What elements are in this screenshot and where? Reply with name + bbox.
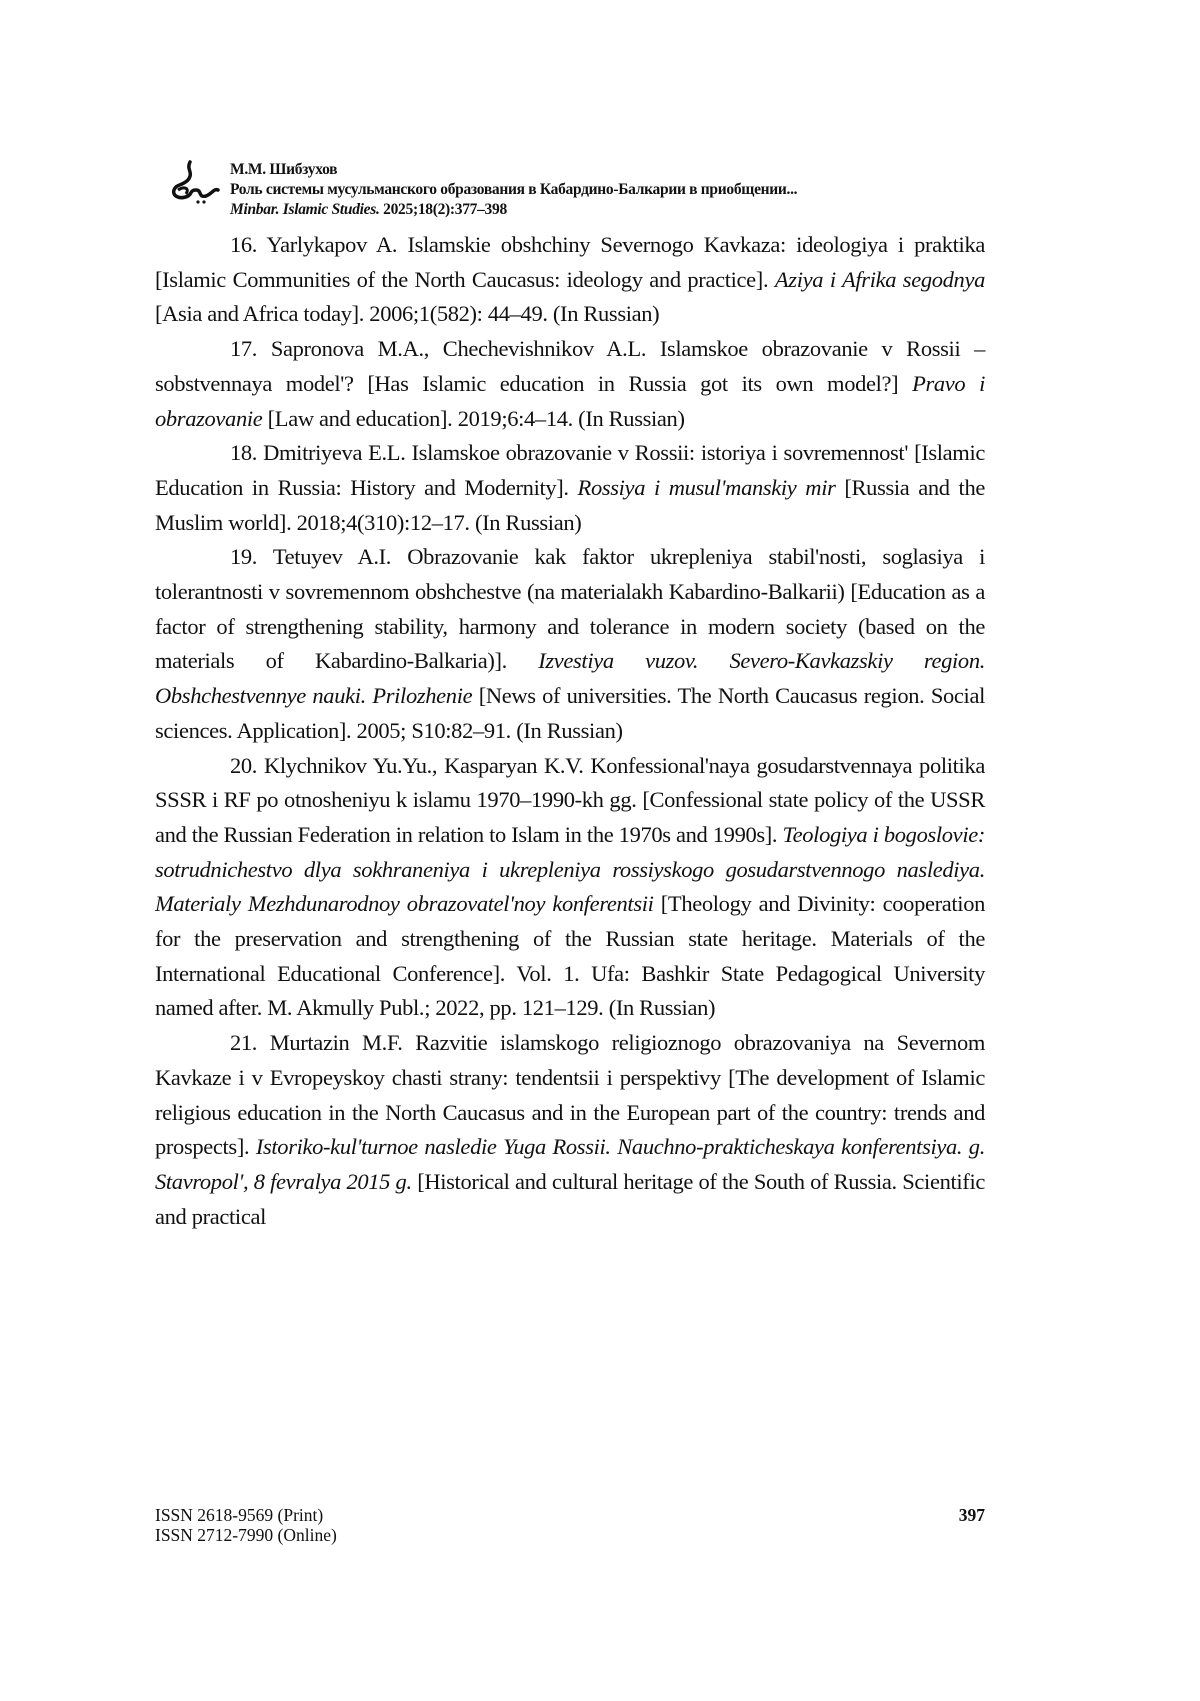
- reference-text: [Russia and the Muslim world]. 2018;4(310):12–17. (In Russian): [155, 475, 985, 535]
- reference-text: 21. Murtazin M.F. Razvitie islamskogo religioznogo obrazovaniya na Severnom Kavkaze i v Evropeyskoy chasti strany: tendentsii i perspektivy [The development of Islamic religious education in the North Caucasus and in the European part of the country: trends and prospects].: [155, 1030, 985, 1159]
- reference-source-title: Aziya i Afrika segodnya: [775, 267, 985, 292]
- reference-text: [Historical and cultural heritage of the South of Russia. Scientific and practical: [155, 1169, 985, 1229]
- reference-text: [News of universities. The North Caucasus region. Social sciences. Application]. 2005; S10:82–91. (In Russian): [155, 683, 985, 743]
- reference-text: 19. Tetuyev A.I. Obrazovanie kak faktor ukrepleniya stabil'nosti, soglasiya i tolerantnosti v sovremennom obshchestve (na materialakh Kabardino-Balkarii) [Education as a factor of strengthening stability, harmony and tolerance in modern society (based on the materials of Kabardino-Balkaria)].: [155, 544, 985, 673]
- header-author: М.М. Шибзухов: [230, 160, 797, 180]
- reference-source-title: Pravo i obrazovanie: [155, 371, 985, 431]
- reference-item: [155, 332, 985, 436]
- reference-text: 17. Sapronova M.A., Chechevishnikov A.L. Islamskoe obrazovanie v Rossii – sobstvennaya model'? [Has Islamic education in Russia got its own model?]: [155, 336, 985, 396]
- header-citation: [230, 200, 797, 220]
- issn-print: ISSN 2618-9569 (Print): [155, 1505, 337, 1525]
- header-article-title: Роль системы мусульманского образования в Кабардино-Балкарии в приобщении...: [230, 180, 797, 200]
- issn-online: ISSN 2712-7990 (Online): [155, 1525, 337, 1545]
- reference-text: 20. Klychnikov Yu.Yu., Kasparyan K.V. Konfessional'naya gosudarstvennaya politika SSSR i RF po otnosheniyu k islamu 1970–1990-kh gg. [Confessional state policy of the USSR and the Russian Federation in relation to Islam in the 1970s and 1990s].: [155, 753, 985, 847]
- reference-item: [155, 540, 985, 748]
- page-number: 397: [940, 1505, 985, 1526]
- reference-text: [Law and education]. 2019;6:4–14. (In Russian): [262, 406, 684, 431]
- reference-item: [155, 749, 985, 1027]
- reference-text: [Theology and Divinity: cooperation for the preservation and strengthening of the Russian state heritage. Materials of the International Educational Conference]. Vol. 1. Ufa: Bashkir State Pedagogical University named after. M. Akmully Publ.; 2022, pp. 121–129. (In Russian): [155, 891, 985, 1020]
- reference-item: [155, 436, 985, 540]
- reference-source-title: Izvestiya vuzov. Severo-Kavkazskiy region. Obshchestvennye nauki. Prilozhenie: [155, 648, 985, 708]
- reference-text: 18. Dmitriyeva E.L. Islamskoe obrazovanie v Rossii: istoriya i sovremennost' [Islamic Education in Russia: History and Modernity].: [155, 440, 985, 500]
- reference-list: [155, 228, 985, 1234]
- journal-logo-icon: [168, 160, 220, 204]
- reference-item: [155, 228, 985, 332]
- reference-source-title: Istoriko-kul'turnoe nasledie Yuga Rossii. Nauchno-prakticheskaya konferentsiya. g. Stavropol', 8 fevralya 2015 g.: [155, 1134, 985, 1194]
- reference-source-title: Teologiya i bogoslovie: sotrudnichestvo dlya sokhraneniya i ukrepleniya rossiyskogo gosudarstvennogo naslediya. Materialy Mezhdunarodnoy obrazovatel'noy konferentsii: [155, 822, 985, 916]
- issn-block: [155, 1505, 337, 1545]
- running-header: [230, 160, 797, 220]
- reference-source-title: Rossiya i musul'manskiy mir: [578, 475, 836, 500]
- reference-text: 16. Yarlykapov A. Islamskie obshchiny Severnogo Kavkaza: ideologiya i praktika [Islamic Communities of the North Caucasus: ideology and practice].: [155, 232, 985, 292]
- reference-item: [155, 1026, 985, 1234]
- reference-text: [Asia and Africa today]. 2006;1(582): 44–49. (In Russian): [155, 301, 659, 326]
- header-journal: Minbar. Islamic Studies.: [230, 201, 380, 218]
- header-volume: 2025;18(2):377–398: [380, 201, 507, 218]
